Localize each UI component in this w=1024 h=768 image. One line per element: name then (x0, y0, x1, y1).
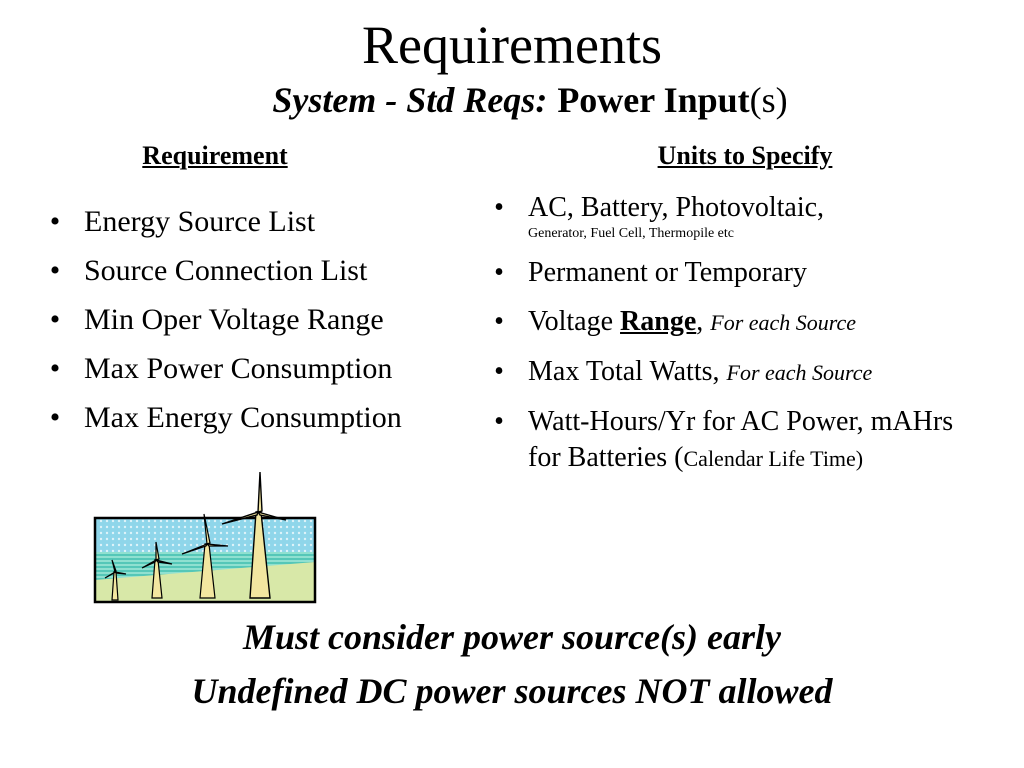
list-item (40, 253, 500, 289)
units-note: For each Source (726, 360, 873, 385)
footer-line-1: Must consider power source(s) early (243, 617, 781, 657)
list-item (484, 255, 984, 291)
units-separator: , (696, 306, 711, 337)
bullet: • (49, 352, 61, 385)
slide-subtitle (0, 78, 1024, 122)
list-item (484, 354, 984, 391)
bullet: • (494, 257, 504, 288)
subtitle-suffix: (s) (749, 80, 788, 120)
bullet: • (49, 401, 61, 434)
footer-line-2: Undefined DC power sources NOT allowed (191, 671, 833, 711)
units-subtext: Generator, Fuel Cell, Thermopile etc (528, 226, 735, 241)
bullet: • (494, 406, 504, 437)
subtitle-power-input (557, 80, 787, 120)
units-list (484, 190, 984, 490)
units-text: Permanent or Temporary (528, 257, 807, 288)
list-item (40, 204, 500, 240)
requirement-text: Max Power Consumption (84, 352, 393, 385)
bullet: • (494, 356, 504, 387)
requirement-list (40, 204, 500, 449)
requirement-text: Min Oper Voltage Range (84, 303, 384, 336)
units-emphasis: Range (620, 306, 697, 337)
units-text: AC, Battery, Photovoltaic, (528, 192, 825, 223)
slide-title: Requirements (362, 15, 662, 75)
units-note: For each Source (710, 310, 857, 335)
bullet: • (49, 254, 61, 287)
requirement-text: Source Connection List (84, 254, 368, 287)
bullet: • (49, 205, 61, 238)
bullet: • (494, 192, 504, 223)
list-item (40, 302, 500, 338)
bullet: • (49, 303, 61, 336)
list-item (484, 190, 984, 242)
requirement-text: Max Energy Consumption (84, 401, 402, 434)
units-heading: Units to Specify (657, 141, 833, 170)
units-text: Watt-Hours/Yr for AC Power, mAHrs for Batteries ( (528, 406, 954, 473)
units-text: Max Total Watts, (528, 356, 727, 387)
requirement-text: Energy Source List (84, 205, 316, 238)
wind-turbines-clipart (92, 464, 322, 606)
requirement-heading: Requirement (142, 141, 288, 170)
list-item (40, 400, 500, 436)
list-item (484, 304, 984, 341)
list-item (40, 351, 500, 387)
bullet: • (494, 306, 504, 337)
subtitle-power-input-text: Power Input (557, 80, 750, 120)
subtitle-system-std-reqs: System - Std Reqs: (272, 80, 548, 120)
units-note: Calendar Life Time) (683, 446, 864, 471)
units-text: Voltage (528, 306, 621, 337)
list-item (484, 404, 984, 477)
